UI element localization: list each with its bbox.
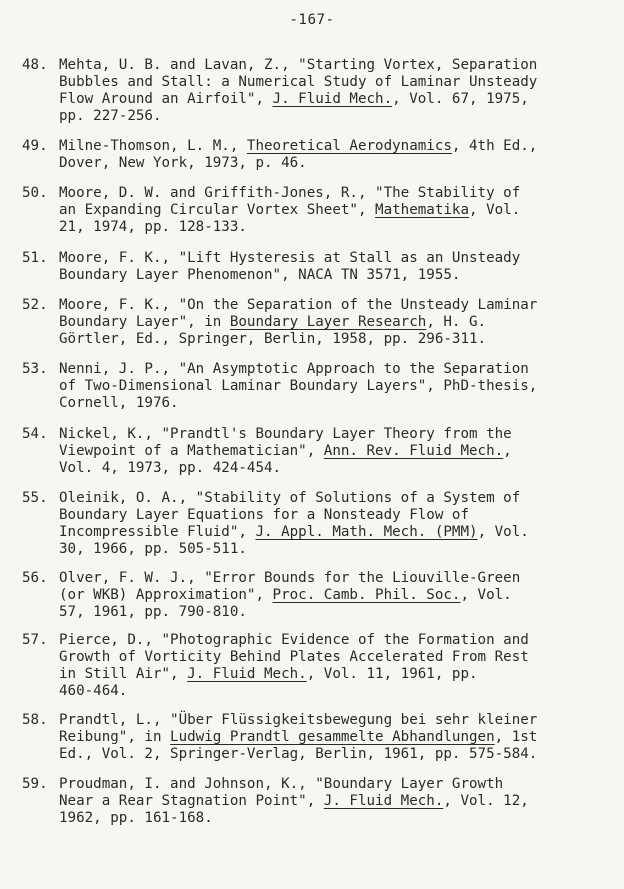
reference-line bbox=[59, 649, 612, 666]
reference-segment: in Still Air", bbox=[59, 666, 188, 682]
reference-line bbox=[59, 507, 612, 524]
reference-segment: Prandtl, L., "Über Flüssigkeitsbewegung bei sehr kleiner bbox=[59, 712, 538, 728]
reference-segment: , H. G. bbox=[426, 314, 487, 330]
reference-entry bbox=[22, 57, 612, 125]
reference-number: 51. bbox=[22, 250, 48, 266]
reference-line bbox=[59, 746, 612, 763]
reference-line bbox=[59, 57, 612, 74]
reference-segment: 460-464. bbox=[59, 683, 128, 699]
reference-segment: (or WKB) Approximation", bbox=[59, 587, 273, 603]
reference-line bbox=[59, 776, 612, 793]
reference-segment: Flow Around an Airfoil", bbox=[59, 91, 273, 107]
reference-text bbox=[59, 57, 612, 125]
reference-text bbox=[59, 776, 612, 827]
reference-segment: an Expanding Circular Vortex Sheet", bbox=[59, 202, 376, 218]
reference-line bbox=[59, 587, 612, 604]
reference-segment: , Vol. 12, bbox=[443, 793, 529, 809]
reference-text bbox=[59, 712, 612, 763]
reference-segment: , Vol. 67, 1975, bbox=[392, 91, 529, 107]
reference-number: 59. bbox=[22, 776, 48, 792]
reference-line bbox=[59, 524, 612, 541]
reference-line bbox=[59, 91, 612, 108]
underlined-title: Ludwig Prandtl gesammelte Abhandlungen bbox=[170, 729, 495, 745]
underlined-title: Ann. Rev. Fluid Mech. bbox=[323, 443, 504, 459]
reference-line bbox=[59, 138, 612, 155]
reference-number: 57. bbox=[22, 632, 48, 648]
reference-segment: Mehta, U. B. and Lavan, Z., "Starting Vortex, Separation bbox=[59, 57, 538, 73]
reference-number: 53. bbox=[22, 361, 48, 377]
reference-segment: Reibung", in bbox=[59, 729, 171, 745]
reference-line bbox=[59, 793, 612, 810]
reference-line bbox=[59, 314, 612, 331]
reference-text bbox=[59, 250, 612, 284]
reference-line bbox=[59, 729, 612, 746]
reference-segment: , Vol. bbox=[469, 202, 521, 218]
reference-segment: 21, 1974, pp. 128-133. bbox=[59, 219, 247, 235]
reference-entry bbox=[22, 138, 612, 172]
reference-segment: Near a Rear Stagnation Point", bbox=[59, 793, 324, 809]
reference-entry bbox=[22, 712, 612, 763]
reference-line bbox=[59, 74, 612, 91]
reference-text bbox=[59, 138, 612, 172]
reference-segment: Boundary Layer", in bbox=[59, 314, 230, 330]
reference-line bbox=[59, 378, 612, 395]
reference-text bbox=[59, 570, 612, 621]
reference-segment: Ed., Vol. 2, Springer-Verlag, Berlin, 1961, pp. 575-584. bbox=[59, 746, 538, 762]
reference-line bbox=[59, 683, 612, 700]
reference-line bbox=[59, 219, 612, 236]
reference-segment: Pierce, D., "Photographic Evidence of the Formation and bbox=[59, 632, 529, 648]
reference-entry bbox=[22, 426, 612, 477]
reference-number: 56. bbox=[22, 570, 48, 586]
reference-line bbox=[59, 570, 612, 587]
reference-segment: Görtler, Ed., Springer, Berlin, 1958, pp. 296-311. bbox=[59, 331, 487, 347]
reference-line bbox=[59, 108, 612, 125]
reference-segment: Moore, F. K., "Lift Hysteresis at Stall as an Unsteady bbox=[59, 250, 521, 266]
reference-number: 54. bbox=[22, 426, 48, 442]
reference-entry bbox=[22, 776, 612, 827]
reference-line bbox=[59, 810, 612, 827]
underlined-title: J. Fluid Mech. bbox=[323, 793, 444, 809]
reference-text bbox=[59, 185, 612, 236]
reference-entry bbox=[22, 361, 612, 412]
reference-text bbox=[59, 297, 612, 348]
reference-line bbox=[59, 666, 612, 683]
reference-line bbox=[59, 395, 612, 412]
reference-line bbox=[59, 541, 612, 558]
reference-segment: Boundary Layer Equations for a Nonsteady Flow of bbox=[59, 507, 469, 523]
reference-segment: Boundary Layer Phenomenon", NACA TN 3571, 1955. bbox=[59, 267, 461, 283]
reference-segment: Oleinik, O. A., "Stability of Solutions of a System of bbox=[59, 490, 521, 506]
reference-segment: Proudman, I. and Johnson, K., "Boundary Layer Growth bbox=[59, 776, 504, 792]
reference-segment: 1962, pp. 161-168. bbox=[59, 810, 213, 826]
reference-line bbox=[59, 202, 612, 219]
underlined-title: Boundary Layer Research bbox=[229, 314, 427, 330]
reference-segment: Olver, F. W. J., "Error Bounds for the Liouville-Green bbox=[59, 570, 521, 586]
reference-line bbox=[59, 490, 612, 507]
reference-entry bbox=[22, 185, 612, 236]
reference-entry bbox=[22, 297, 612, 348]
reference-line bbox=[59, 250, 612, 267]
reference-segment: Incompressible Fluid", bbox=[59, 524, 256, 540]
reference-segment: 30, 1966, pp. 505-511. bbox=[59, 541, 247, 557]
reference-line bbox=[59, 426, 612, 443]
underlined-title: J. Appl. Math. Mech. (PMM) bbox=[255, 524, 478, 540]
reference-segment: , Vol. bbox=[460, 587, 512, 603]
underlined-title: J. Fluid Mech. bbox=[272, 91, 393, 107]
reference-number: 48. bbox=[22, 57, 48, 73]
reference-entry bbox=[22, 250, 612, 284]
reference-segment: , Vol. 11, 1961, pp. bbox=[306, 666, 478, 682]
reference-entry bbox=[22, 632, 612, 700]
reference-segment: Moore, D. W. and Griffith-Jones, R., "The Stability of bbox=[59, 185, 521, 201]
reference-segment: , 4th Ed., bbox=[451, 138, 538, 154]
reference-segment: of Two-Dimensional Laminar Boundary Layers", PhD-thesis, bbox=[59, 378, 538, 394]
reference-segment: Cornell, 1976. bbox=[59, 395, 179, 411]
reference-line bbox=[59, 361, 612, 378]
reference-text bbox=[59, 490, 612, 558]
underlined-title: Proc. Camb. Phil. Soc. bbox=[272, 587, 461, 603]
reference-line bbox=[59, 185, 612, 202]
reference-text bbox=[59, 426, 612, 477]
underlined-title: Theoretical Aerodynamics bbox=[246, 138, 452, 154]
reference-number: 50. bbox=[22, 185, 48, 201]
reference-text bbox=[59, 632, 612, 700]
reference-number: 55. bbox=[22, 490, 48, 506]
reference-line bbox=[59, 331, 612, 348]
reference-line bbox=[59, 604, 612, 621]
reference-segment: Bubbles and Stall: a Numerical Study of Laminar Unsteady bbox=[59, 74, 538, 90]
reference-entry bbox=[22, 490, 612, 558]
reference-number: 49. bbox=[22, 138, 48, 154]
reference-line bbox=[59, 443, 612, 460]
reference-line bbox=[59, 297, 612, 314]
reference-line bbox=[59, 712, 612, 729]
reference-segment: Moore, F. K., "On the Separation of the Unsteady Laminar bbox=[59, 297, 538, 313]
reference-segment: , bbox=[503, 443, 512, 459]
reference-text bbox=[59, 361, 612, 412]
reference-segment: Dover, New York, 1973, p. 46. bbox=[59, 155, 307, 171]
reference-segment: pp. 227-256. bbox=[59, 108, 162, 124]
reference-number: 52. bbox=[22, 297, 48, 313]
reference-segment: , 1st bbox=[494, 729, 538, 745]
underlined-title: J. Fluid Mech. bbox=[187, 666, 307, 682]
reference-segment: 57, 1961, pp. 790-810. bbox=[59, 604, 247, 620]
reference-line bbox=[59, 460, 612, 477]
reference-segment: Milne-Thomson, L. M., bbox=[59, 138, 247, 154]
underlined-title: Mathematika bbox=[375, 202, 470, 218]
reference-entry bbox=[22, 570, 612, 621]
reference-line bbox=[59, 267, 612, 284]
reference-segment: , Vol. bbox=[477, 524, 529, 540]
reference-number: 58. bbox=[22, 712, 48, 728]
reference-segment: Nenni, J. P., "An Asymptotic Approach to the Separation bbox=[59, 361, 529, 377]
reference-line bbox=[59, 632, 612, 649]
reference-line bbox=[59, 155, 612, 172]
reference-segment: Vol. 4, 1973, pp. 424-454. bbox=[59, 460, 282, 476]
page-number: -167- bbox=[289, 12, 335, 28]
reference-segment: Nickel, K., "Prandtl's Boundary Layer Theory from the bbox=[59, 426, 512, 442]
reference-segment: Growth of Vorticity Behind Plates Accelerated From Rest bbox=[59, 649, 529, 665]
reference-segment: Viewpoint of a Mathematician", bbox=[59, 443, 324, 459]
